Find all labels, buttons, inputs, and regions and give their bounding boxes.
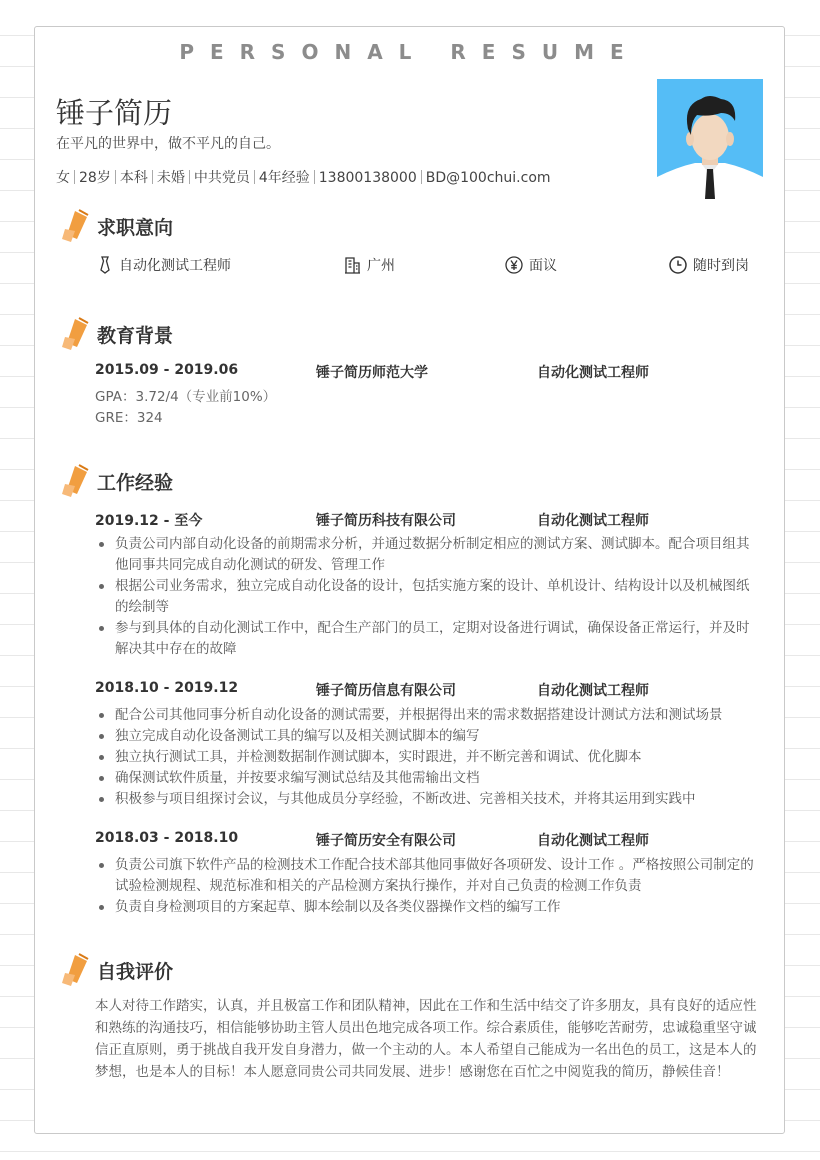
job-duties: [95, 534, 761, 660]
education-gre: GRE：324: [95, 410, 163, 426]
info-political: 中共党员: [193, 170, 250, 186]
education-period: 2015.09 - 2019.06: [95, 362, 239, 378]
education-gpa: GPA：3.72/4（专业前10%）: [95, 389, 277, 405]
education-details: [95, 387, 276, 429]
pen-icon: [61, 464, 91, 498]
avatar: [657, 79, 763, 199]
section-title: 自我评价: [97, 961, 174, 983]
intent-city: 广州: [344, 255, 395, 275]
info-degree: 本科: [119, 170, 148, 186]
list-item: 确保测试软件质量，并按要求编写测试总结及其他需输出文档: [95, 768, 761, 789]
intent-availability: 随时到岗: [669, 255, 749, 275]
info-gender: 女: [56, 170, 70, 186]
job-duties: [95, 855, 761, 918]
section-intent-header: [61, 209, 361, 249]
section-title: 求职意向: [97, 217, 174, 239]
job-company: 锤子简历安全有限公司: [316, 833, 456, 849]
info-experience: 4年经验: [258, 170, 310, 186]
education-major: 自动化测试工程师: [537, 365, 649, 381]
list-item: 参与到具体的自动化测试工作中，配合生产部门的员工，定期对设备进行调试，确保设备正常运行，并及时解决其中存在的故障: [95, 618, 761, 660]
self-evaluation-text: 本人对待工作踏实，认真，并且极富工作和团队精神，因此在工作和生活中结交了许多朋友，具有良好的适应性和熟练的沟通技巧，相信能够协助主管人员出色地完成各项工作。综合素质佳，能够吃苦耐劳，忠诚稳重坚守诚信正直原则，勇于挑战自我开发自身潜力，做一个主动的人。本人希望自己能成为一名出色的员工，这是本人的梦想，也是本人的目标！本人愿意同贵公司共同发展、进步！感谢您在百忙之中阅览我的简历，静候佳音！: [95, 998, 757, 1080]
info-age: 28岁: [79, 170, 111, 186]
info-marital: 未婚: [156, 170, 185, 186]
intent-salary: 面议: [505, 255, 557, 275]
education-school: 锤子简历师范大学: [316, 365, 428, 381]
list-item: 根据公司业务需求，独立完成自动化设备的设计，包括实施方案的设计、单机设计、结构设计以及机械图纸的绘制等: [95, 576, 761, 618]
info-phone: 13800138000: [318, 170, 417, 186]
job-company: 锤子简历信息有限公司: [316, 683, 456, 699]
list-item: 负责自身检测项目的方案起草、脚本绘制以及各类仪器操作文档的编写工作: [95, 897, 761, 918]
list-item: 积极参与项目组探讨会议，与其他成员分享经验，不断改进、完善相关技术，并将其运用到实践中: [95, 789, 761, 810]
intent-job: 自动化测试工程师: [97, 255, 231, 275]
clock-icon: [669, 256, 687, 274]
job-role: 自动化测试工程师: [537, 683, 649, 699]
job-company: 锤子简历科技有限公司: [316, 513, 456, 529]
list-item: 独立执行测试工具，并检测数据制作测试脚本，实时跟进，并不断完善和调试、优化脚本: [95, 747, 761, 768]
job-period: 2018.10 - 2019.12: [95, 680, 239, 696]
section-work-header: [61, 464, 361, 504]
job-role: 自动化测试工程师: [537, 833, 649, 849]
section-self-header: [61, 953, 361, 993]
pen-icon: [61, 317, 91, 351]
candidate-name: 锤子简历: [56, 96, 173, 130]
job-role: 自动化测试工程师: [537, 513, 649, 529]
job-duties: [95, 705, 761, 810]
list-item: 独立完成自动化设备测试工具的编写以及相关测试脚本的编写: [95, 726, 761, 747]
section-title: 工作经验: [97, 472, 174, 494]
list-item: 负责公司内部自动化设备的前期需求分析，并通过数据分析制定相应的测试方案、测试脚本。配合项目组其他同事共同完成自动化测试的研发、管理工作: [95, 534, 761, 576]
resume-banner: PERSONAL RESUME: [179, 40, 640, 64]
section-education-header: [61, 317, 361, 357]
pen-icon: [61, 209, 91, 243]
yen-icon: [505, 256, 523, 274]
resume-sheet: [34, 26, 785, 1134]
info-email: BD@100chui.com: [425, 170, 551, 186]
job-period: 2018.03 - 2018.10: [95, 830, 239, 846]
job-period: 2019.12 - 至今: [95, 513, 203, 529]
building-icon: [344, 256, 361, 274]
tie-icon: [97, 256, 113, 274]
pen-icon: [61, 953, 91, 987]
candidate-motto: 在平凡的世界中，做不平凡的自己。: [56, 136, 280, 152]
list-item: 配合公司其他同事分析自动化设备的测试需要，并根据得出来的需求数据搭建设计测试方法和测试场景: [95, 705, 761, 726]
section-title: 教育背景: [97, 325, 174, 347]
personal-info-line: [56, 167, 551, 187]
list-item: 负责公司旗下软件产品的检测技术工作配合技术部其他同事做好各项研发、设计工作 。严格按照公司制定的试验检测规程、规范标准和相关的产品检测方案执行操作，并对自己负责的检测工作负责: [95, 855, 761, 897]
